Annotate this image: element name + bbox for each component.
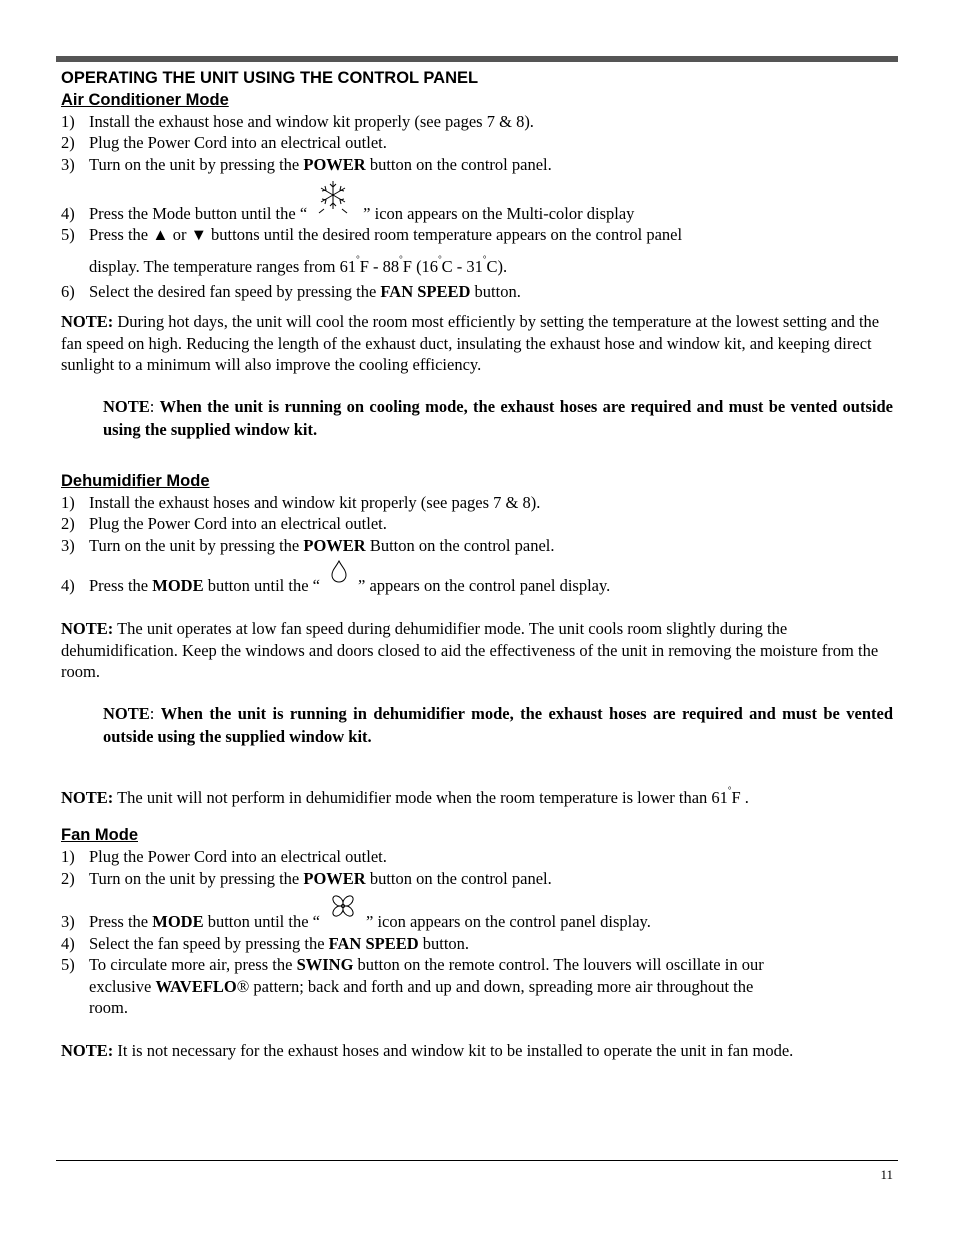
snowflake-icon: [307, 203, 363, 223]
water-drop-icon: [320, 575, 358, 595]
page-title: OPERATING THE UNIT USING THE CONTROL PANEL: [61, 69, 479, 87]
heading-air-conditioner-mode: Air Conditioner Mode: [61, 91, 229, 109]
dh-note: NOTE: The unit operates at low fan speed during dehumidifier mode. The unit cools room slightly during the dehumidification. Keep the windows and doors closed to aid the effectiveness of the unit in removing the moisture from the room.: [61, 619, 879, 681]
bottom-rule: [56, 1160, 898, 1161]
page-number: 11: [880, 1167, 893, 1182]
dh-temperature-note: NOTE: The unit will not perform in dehumidifier mode when the room temperature is lower than 61°F .: [61, 785, 749, 807]
dh-warning-note: NOTE: When the unit is running in dehumidifier mode, the exhaust hoses are required and must be vented outside using the supplied window kit.: [103, 704, 893, 746]
fan-icon: [320, 911, 366, 931]
heading-fan-mode: Fan Mode: [61, 826, 138, 844]
top-rule: [56, 56, 898, 62]
ac-note: NOTE: During hot days, the unit will cool the room most efficiently by setting the temperature at the lowest setting and the fan speed on high. Reducing the length of the exhaust duct, insulating the exhaust hose and window kit, and keeping direct sunlight to a minimum will also improve the cooling efficiency.: [61, 312, 880, 374]
heading-dehumidifier-mode: Dehumidifier Mode: [61, 472, 210, 490]
fan-note: NOTE: It is not necessary for the exhaust hoses and window kit to be installed to operate the unit in fan mode.: [61, 1041, 794, 1060]
ac-warning-note: NOTE: When the unit is running on cooling mode, the exhaust hoses are required and must be vented outside using the supplied window kit.: [103, 397, 893, 439]
